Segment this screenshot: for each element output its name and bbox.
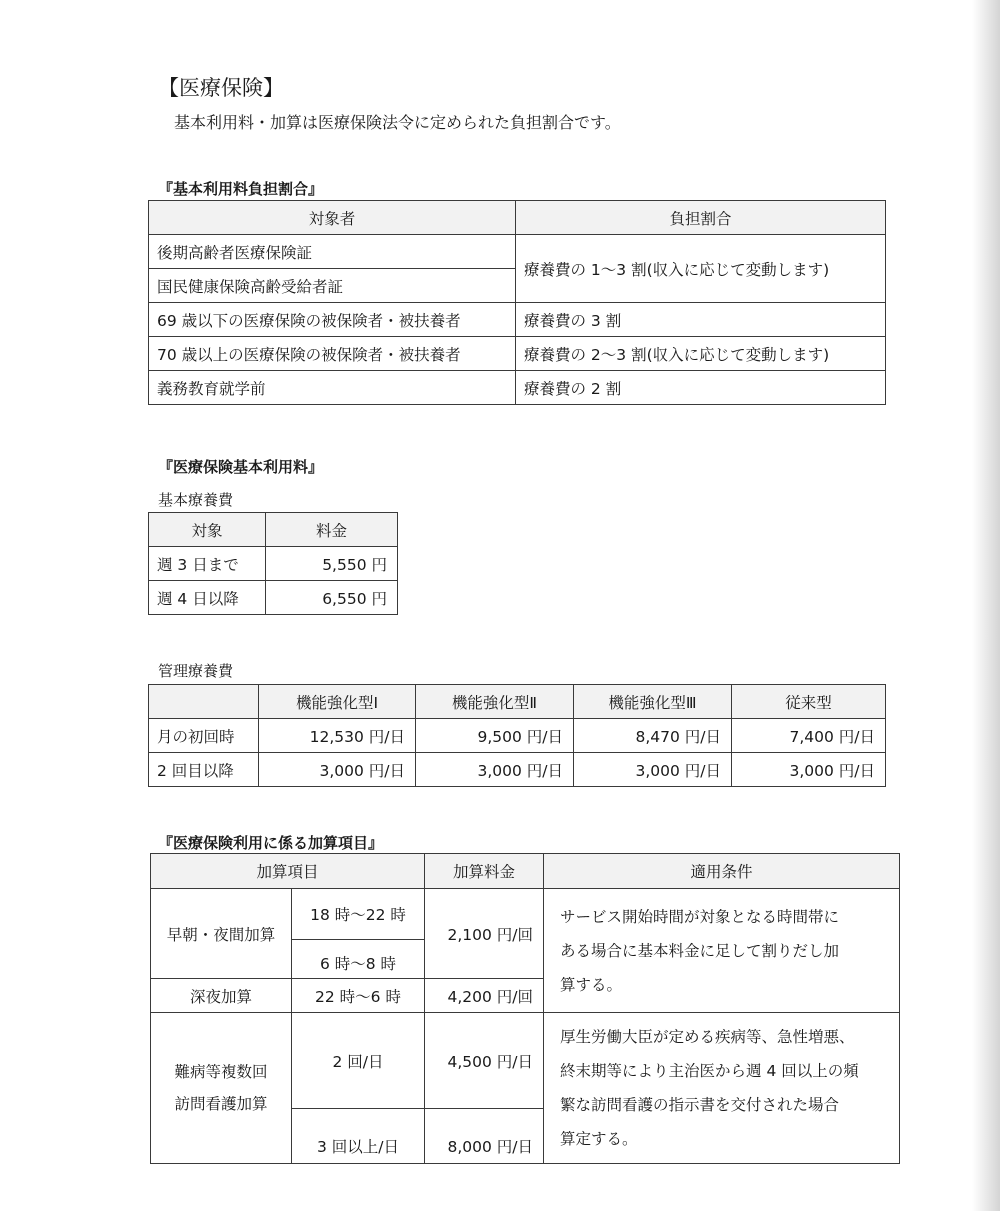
multi-visit-label (151, 1013, 292, 1164)
basic-fee-row-target: 週 3 日まで (149, 547, 266, 581)
basic-fee-header-target: 対象 (149, 513, 266, 547)
page-edge-shadow (972, 0, 1000, 1211)
basic-fee-subtitle: 基本療養費 (158, 491, 234, 509)
burden-row-target: 70 歳以上の医療保険の被保険者・被扶養者 (149, 337, 516, 371)
burden-row-ratio: 療養費の 3 割 (516, 303, 886, 337)
management-row-value: 3,000 円/日 (416, 753, 574, 787)
page-title: 【医療保険】 (158, 76, 284, 100)
late-night-label: 深夜加算 (151, 979, 292, 1013)
management-row-value: 3,000 円/日 (259, 753, 416, 787)
burden-row-target: 69 歳以下の医療保険の被保険者・被扶養者 (149, 303, 516, 337)
intro-text: 基本利用料・加算は医療保険法令に定められた負担割合です。 (174, 113, 621, 132)
burden-section-title: 『基本利用料負担割合』 (158, 180, 324, 198)
early-night-label: 早朝・夜間加算 (151, 889, 292, 979)
additions-section-title: 『医療保険利用に係る加算項目』 (158, 834, 384, 852)
condition-line: 厚生労働大臣が定める疾病等、急性増悪、 (560, 1028, 855, 1046)
multi-visit-condition-cell (544, 1013, 900, 1164)
condition-line: 算定する。 (560, 1130, 638, 1148)
basic-fee-row-fee: 5,550 円 (266, 547, 398, 581)
multi-visit-label-line: 難病等複数回 (174, 1063, 268, 1081)
multi-visit-label-line: 訪問看護加算 (174, 1095, 268, 1113)
management-fee-subtitle: 管理療養費 (158, 662, 234, 680)
management-header-conventional: 従来型 (732, 685, 886, 719)
burden-header-ratio: 負担割合 (516, 201, 886, 235)
condition-line: 算する。 (560, 975, 623, 994)
condition-line: 終末期等により主治医から週 4 回以上の頻 (560, 1062, 859, 1080)
management-row-label: 月の初回時 (149, 719, 259, 753)
management-header-type1: 機能強化型Ⅰ (259, 685, 416, 719)
condition-line: サービス開始時間が対象となる時間帯に (560, 907, 840, 926)
management-row-value: 3,000 円/日 (732, 753, 886, 787)
multi-visit-fee: 8,000 円/日 (425, 1109, 544, 1164)
early-night-fee: 2,100 円/回 (425, 889, 544, 979)
additions-header-item: 加算項目 (151, 854, 425, 889)
management-row-value: 8,470 円/日 (574, 719, 732, 753)
additions-header-condition: 適用条件 (544, 854, 900, 889)
burden-row-target: 義務教育就学前 (149, 371, 516, 405)
management-fee-table (148, 684, 886, 787)
additions-table (150, 853, 900, 1164)
additions-header-fee: 加算料金 (425, 854, 544, 889)
burden-row-ratio: 療養費の 2～3 割(収入に応じて変動します) (516, 337, 886, 371)
basic-fee-table (148, 512, 398, 615)
burden-row-ratio: 療養費の 2 割 (516, 371, 886, 405)
condition-line: ある場合に基本料金に足して割りだし加 (560, 941, 840, 960)
burden-row-target: 国民健康保険高齢受給者証 (149, 269, 516, 303)
management-row-value: 3,000 円/日 (574, 753, 732, 787)
management-header-type3: 機能強化型Ⅲ (574, 685, 732, 719)
management-header-type2: 機能強化型Ⅱ (416, 685, 574, 719)
early-night-time: 18 時～22 時 (292, 889, 425, 940)
management-row-value: 12,530 円/日 (259, 719, 416, 753)
time-condition-cell (544, 889, 900, 1013)
burden-row-ratio-merged: 療養費の 1～3 割(収入に応じて変動します) (516, 235, 886, 303)
burden-table (148, 200, 886, 405)
basic-fee-section-title: 『医療保険基本利用料』 (158, 458, 324, 476)
basic-fee-header-fee: 料金 (266, 513, 398, 547)
management-row-value: 7,400 円/日 (732, 719, 886, 753)
late-night-time: 22 時～6 時 (292, 979, 425, 1013)
condition-line: 繁な訪問看護の指示書を交付された場合 (560, 1096, 840, 1114)
multi-visit-fee: 4,500 円/日 (425, 1013, 544, 1109)
multi-visit-freq: 3 回以上/日 (292, 1109, 425, 1164)
late-night-fee: 4,200 円/回 (425, 979, 544, 1013)
multi-visit-freq: 2 回/日 (292, 1013, 425, 1109)
management-header-blank (149, 685, 259, 719)
burden-header-target: 対象者 (149, 201, 516, 235)
basic-fee-row-fee: 6,550 円 (266, 581, 398, 615)
management-row-value: 9,500 円/日 (416, 719, 574, 753)
management-row-label: 2 回目以降 (149, 753, 259, 787)
burden-row-target: 後期高齢者医療保険証 (149, 235, 516, 269)
basic-fee-row-target: 週 4 日以降 (149, 581, 266, 615)
early-night-time: 6 時～8 時 (292, 940, 425, 979)
